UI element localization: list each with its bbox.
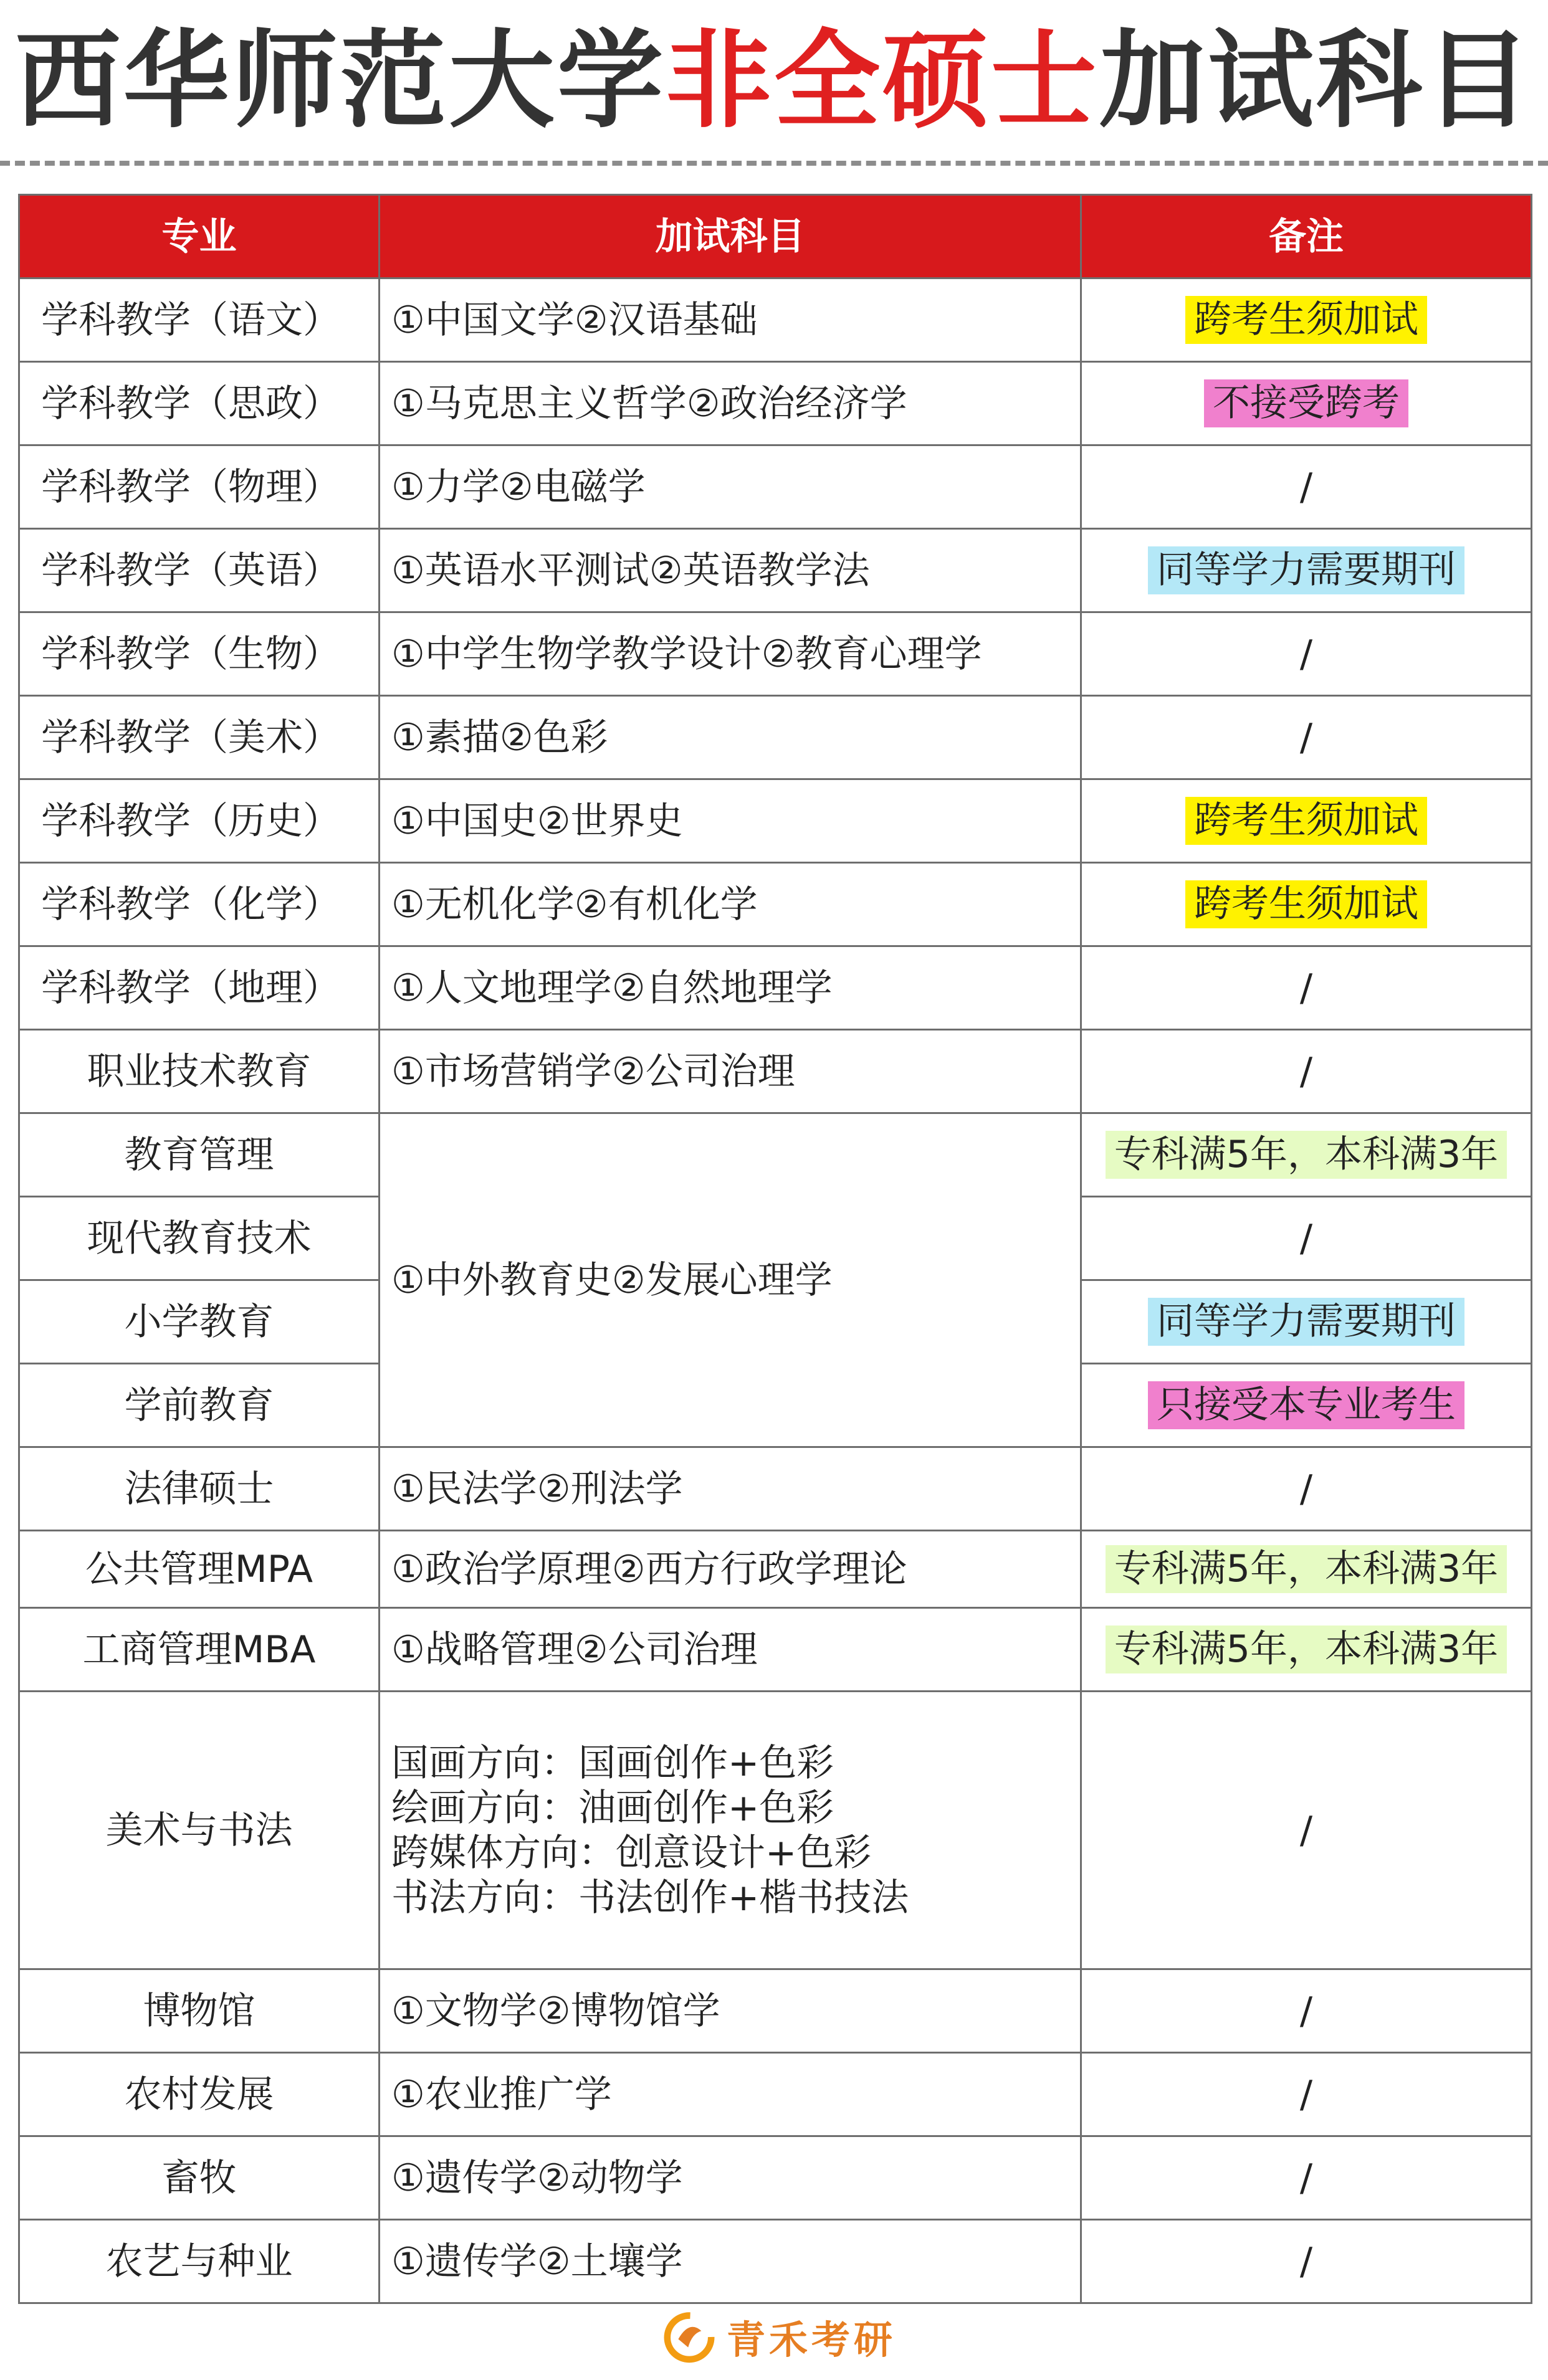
table-row <box>19 696 1532 779</box>
note-cell: / <box>1081 946 1532 1030</box>
subject-cell: ①政治学原理②西方行政学理论 <box>380 1531 1081 1608</box>
major-cell: 法律硕士 <box>19 1447 380 1531</box>
note-cell <box>1081 278 1532 362</box>
major-cell: 学科教学（思政） <box>19 362 380 445</box>
major-cell: 学科教学（生物） <box>19 612 380 696</box>
note-badge: 专科满5年，本科满3年 <box>1106 1626 1507 1673</box>
subject-cell: ①民法学②刑法学 <box>380 1447 1081 1531</box>
major-cell: 学科教学（历史） <box>19 779 380 863</box>
note-cell: / <box>1081 1197 1532 1280</box>
note-badge: 同等学力需要期刊 <box>1148 546 1464 594</box>
subject-line: 国画方向：国画创作+色彩 <box>391 1741 834 1785</box>
page-title <box>0 19 1548 143</box>
note-cell: / <box>1081 1692 1532 1969</box>
note-cell: / <box>1081 2220 1532 2303</box>
note-cell: / <box>1081 2136 1532 2220</box>
major-cell: 农艺与种业 <box>19 2220 380 2303</box>
title-part3: 加试科目 <box>1099 19 1534 143</box>
table-row <box>19 1447 1532 1531</box>
note-cell <box>1081 1364 1532 1447</box>
subject-line: 书法方向：书法创作+楷书技法 <box>391 1875 909 1920</box>
major-cell: 学科教学（英语） <box>19 529 380 612</box>
note-cell <box>1081 362 1532 445</box>
subject-cell: ①中国文学②汉语基础 <box>380 278 1081 362</box>
header-major: 专业 <box>19 195 380 278</box>
note-badge: 只接受本专业考生 <box>1148 1381 1464 1429</box>
table-row <box>19 2136 1532 2220</box>
subject-cell: ①力学②电磁学 <box>380 445 1081 529</box>
logo-text: 青禾考研 <box>727 2316 897 2363</box>
title-part2-highlight: 非全硕士 <box>665 19 1099 143</box>
subject-cell: ①遗传学②土壤学 <box>380 2220 1081 2303</box>
major-cell: 学科教学（物理） <box>19 445 380 529</box>
note-badge: 不接受跨考 <box>1204 379 1408 427</box>
note-badge: 跨考生须加试 <box>1185 296 1427 344</box>
major-cell: 学前教育 <box>19 1364 380 1447</box>
note-badge: 同等学力需要期刊 <box>1148 1298 1464 1346</box>
subject-cell: ①无机化学②有机化学 <box>380 863 1081 946</box>
table-header-row <box>19 195 1532 278</box>
subject-cell: ①中国史②世界史 <box>380 779 1081 863</box>
subjects-table <box>18 194 1532 2304</box>
table-row <box>19 863 1532 946</box>
note-cell: / <box>1081 1030 1532 1113</box>
subject-cell: ①中学生物学教学设计②教育心理学 <box>380 612 1081 696</box>
table-row <box>19 529 1532 612</box>
note-badge: 专科满5年，本科满3年 <box>1106 1545 1507 1593</box>
table-row <box>19 612 1532 696</box>
subject-line: 绘画方向：油画创作+色彩 <box>391 1786 834 1830</box>
major-cell: 学科教学（地理） <box>19 946 380 1030</box>
subject-cell: ①素描②色彩 <box>380 696 1081 779</box>
note-cell: / <box>1081 696 1532 779</box>
table-row <box>19 278 1532 362</box>
note-cell <box>1081 779 1532 863</box>
major-cell: 小学教育 <box>19 1280 380 1364</box>
table-row <box>19 1531 1532 1608</box>
table-row <box>19 779 1532 863</box>
major-cell: 教育管理 <box>19 1113 380 1197</box>
dashed-divider <box>0 161 1548 166</box>
table-row <box>19 2220 1532 2303</box>
note-cell <box>1081 1608 1532 1692</box>
note-cell <box>1081 1531 1532 1608</box>
subject-cell-merged: ①中外教育史②发展心理学 <box>380 1113 1081 1447</box>
table-row <box>19 1113 1532 1197</box>
note-cell <box>1081 1280 1532 1364</box>
subject-cell: ①人文地理学②自然地理学 <box>380 946 1081 1030</box>
major-cell: 学科教学（化学） <box>19 863 380 946</box>
table-row <box>19 1030 1532 1113</box>
table-row <box>19 1608 1532 1692</box>
major-cell: 博物馆 <box>19 1969 380 2053</box>
table-row <box>19 946 1532 1030</box>
major-cell: 学科教学（语文） <box>19 278 380 362</box>
major-cell: 职业技术教育 <box>19 1030 380 1113</box>
note-cell: / <box>1081 445 1532 529</box>
subject-cell: ①文物学②博物馆学 <box>380 1969 1081 2053</box>
major-cell: 现代教育技术 <box>19 1197 380 1280</box>
major-cell: 美术与书法 <box>19 1692 380 1969</box>
subject-cell: ①英语水平测试②英语教学法 <box>380 529 1081 612</box>
header-note: 备注 <box>1081 195 1532 278</box>
note-badge: 跨考生须加试 <box>1185 880 1427 928</box>
major-cell: 农村发展 <box>19 2053 380 2136</box>
table-row <box>19 1692 1532 1969</box>
note-cell: / <box>1081 1969 1532 2053</box>
subject-line: 跨媒体方向：创意设计+色彩 <box>391 1830 872 1875</box>
table-row <box>19 2053 1532 2136</box>
note-cell <box>1081 1113 1532 1197</box>
brand-logo <box>662 2305 911 2368</box>
major-cell: 工商管理MBA <box>19 1608 380 1692</box>
qinghe-logo-icon <box>662 2309 717 2364</box>
major-cell: 学科教学（美术） <box>19 696 380 779</box>
subject-cell: ①农业推广学 <box>380 2053 1081 2136</box>
note-cell <box>1081 863 1532 946</box>
note-badge: 专科满5年，本科满3年 <box>1106 1131 1507 1179</box>
table-row <box>19 1969 1532 2053</box>
note-cell: / <box>1081 1447 1532 1531</box>
table-row <box>19 362 1532 445</box>
note-cell: / <box>1081 2053 1532 2136</box>
title-part1: 西华师范大学 <box>14 19 666 143</box>
subject-cell: ①市场营销学②公司治理 <box>380 1030 1081 1113</box>
major-cell: 畜牧 <box>19 2136 380 2220</box>
note-badge: 跨考生须加试 <box>1185 797 1427 845</box>
table-row <box>19 445 1532 529</box>
subject-cell: ①遗传学②动物学 <box>380 2136 1081 2220</box>
subject-cell: ①战略管理②公司治理 <box>380 1608 1081 1692</box>
major-cell: 公共管理MPA <box>19 1531 380 1608</box>
subject-cell: ①马克思主义哲学②政治经济学 <box>380 362 1081 445</box>
note-cell: / <box>1081 612 1532 696</box>
note-cell <box>1081 529 1532 612</box>
subject-cell-multiline <box>380 1692 1081 1969</box>
header-subject: 加试科目 <box>380 195 1081 278</box>
